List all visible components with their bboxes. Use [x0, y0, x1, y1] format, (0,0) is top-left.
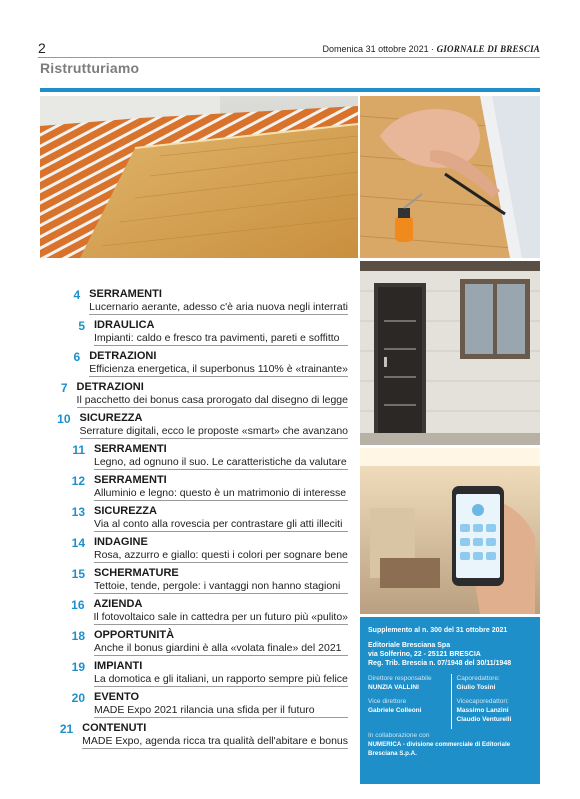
toc-page-number: 5: [78, 319, 85, 333]
vice-director-name: Gabriele Colleoni: [368, 707, 422, 714]
toc-page-number: 20: [71, 691, 85, 705]
chief-editor-role: Caporedattore:: [456, 675, 500, 682]
smart-home-app-icon: [472, 504, 484, 516]
toc-category: OPPORTUNITÀ: [94, 629, 175, 641]
toc-description: Anche il bonus giardini è alla «volata finale» del 2021: [94, 642, 342, 654]
toc-item: [40, 532, 348, 563]
toc-page-number: 7: [60, 381, 68, 395]
toc-page-number: 14: [71, 536, 85, 550]
toc-entry: [89, 346, 348, 377]
toc-category: SICUREZZA: [79, 412, 143, 424]
toc-category: SICUREZZA: [94, 505, 157, 517]
staff-credits: [368, 674, 533, 729]
toc-description: Efficienza energetica, il superbonus 110% è «trainante»: [89, 363, 348, 375]
toc-page-number: 4: [73, 288, 81, 302]
toc-entry: [94, 687, 348, 718]
toc-entry: [94, 501, 348, 532]
section-accent-bar: [40, 88, 540, 92]
chief-editor-name: Giulio Tosini: [456, 684, 496, 691]
toc-category: IMPIANTI: [94, 660, 143, 672]
toc-category: AZIENDA: [93, 598, 143, 610]
toc-description: Il pacchetto dei bonus casa prorogato dal disegno di legge: [76, 394, 348, 406]
toc-page-number: 13: [71, 505, 85, 519]
toc-description: Il fotovoltaico sale in cattedra per un futuro più «pulito»: [93, 611, 348, 623]
toc-page-number: 21: [59, 722, 74, 736]
photo-window-installation: [360, 96, 540, 258]
toc-entry: [94, 625, 348, 656]
header-separator: ·: [431, 44, 435, 54]
toc-page-number: 19: [71, 660, 85, 674]
toc-item: [40, 315, 348, 346]
toc-item: [40, 594, 348, 625]
toc-page-number: 10: [57, 412, 71, 426]
toc-category: CONTENUTI: [82, 722, 147, 734]
toc-description: Alluminio e legno: questo è un matrimonio di interesse: [94, 487, 347, 499]
toc-category: DETRAZIONI: [89, 350, 157, 362]
toc-entry: [77, 377, 348, 408]
toc-category: EVENTO: [94, 691, 140, 703]
toc-entry: [80, 408, 348, 439]
photo-entrance-door: [360, 261, 540, 445]
toc-category: INDAGINE: [94, 536, 148, 548]
toc-description: Rosa, azzurro e giallo: questi i colori per sognare bene: [94, 549, 348, 561]
toc-entry: [94, 563, 348, 594]
toc-item: [40, 687, 348, 718]
page-number: 2: [38, 40, 46, 56]
toc-category: SERRAMENTI: [94, 474, 167, 486]
toc-description: Via al conto alla rovescia per contrastare gli atti illeciti: [94, 518, 343, 530]
toc-item: [40, 563, 348, 594]
issue-date: Domenica 31 ottobre 2021: [322, 44, 429, 54]
vice-director-role: Vice direttore: [368, 698, 407, 705]
toc-description: Impianti: caldo e fresco tra pavimenti, pareti e soffitto: [94, 332, 340, 344]
publisher-address: via Solferino, 22 - 25121 BRESCIA: [368, 651, 481, 658]
newspaper-name: GIORNALE DI BRESCIA: [436, 44, 540, 54]
director-role: Direttore responsabile: [368, 675, 432, 682]
collaboration-label: In collaborazione con: [368, 732, 430, 739]
toc-description: Tettoie, tende, pergole: i vantaggi non hanno stagioni: [94, 580, 341, 592]
vice-chief-editor-2: Claudio Venturelli: [456, 716, 512, 723]
toc-entry: [94, 594, 349, 625]
toc-item: [40, 346, 348, 377]
registration-note: Reg. Trib. Brescia n. 07/1948 del 30/11/1948: [368, 660, 512, 667]
toc-description: Serrature digitali, ecco le proposte «smart» che avanzano: [79, 425, 348, 437]
publisher-name: Editoriale Bresciana Spa: [368, 642, 451, 649]
table-of-contents: [40, 284, 348, 749]
vice-chief-editor-1: Massimo Lanzini: [456, 707, 509, 714]
photo-underfloor-heating: [40, 96, 358, 258]
toc-item: [40, 284, 348, 315]
colophon-box: [360, 617, 540, 784]
toc-entry: [94, 470, 348, 501]
toc-category: DETRAZIONI: [76, 381, 144, 393]
director-name: NUNZIA VALLINI: [368, 684, 419, 691]
toc-item: [40, 439, 348, 470]
toc-item: [40, 501, 348, 532]
toc-category: SERRAMENTI: [89, 288, 162, 300]
toc-entry: [94, 439, 348, 470]
toc-item: [40, 377, 348, 408]
toc-description: Legno, ad ognuno il suo. Le caratteristiche da valutare: [94, 456, 347, 468]
photo-smart-home-phone: [360, 448, 540, 614]
toc-category: SCHERMATURE: [94, 567, 179, 579]
toc-item: [40, 718, 348, 749]
toc-page-number: 15: [71, 567, 85, 581]
toc-item: [40, 408, 348, 439]
toc-description: La domotica e gli italiani, un rapporto sempre più felice: [94, 673, 348, 685]
section-title: Ristrutturiamo: [40, 60, 140, 76]
toc-category: IDRAULICA: [94, 319, 155, 331]
toc-entry: [82, 718, 348, 749]
toc-entry: [94, 532, 348, 563]
toc-description: MADE Expo 2021 rilancia una sfida per il futuro: [94, 704, 315, 716]
toc-entry: [94, 656, 348, 687]
toc-entry: [94, 315, 348, 346]
toc-item: [40, 656, 348, 687]
collaboration-partner: NUMERICA - divisione commerciale di Editoriale Bresciana S.p.A.: [368, 741, 511, 757]
toc-page-number: 18: [71, 629, 85, 643]
toc-item: [40, 470, 348, 501]
toc-description: Lucernario aerante, adesso c'è aria nuova negli interrati: [89, 301, 348, 313]
toc-entry: [89, 284, 348, 315]
page-header-info: [323, 44, 540, 54]
toc-category: SERRAMENTI: [94, 443, 167, 455]
toc-item: [40, 625, 348, 656]
toc-page-number: 12: [71, 474, 85, 488]
toc-page-number: 6: [73, 350, 81, 364]
toc-page-number: 11: [72, 443, 85, 457]
toc-description: MADE Expo, agenda ricca tra qualità dell'abitare e bonus: [82, 735, 348, 747]
vice-chief-editors-role: Vicecaporedattori:: [456, 698, 509, 705]
toc-page-number: 16: [71, 598, 85, 612]
header-rule: [38, 57, 540, 58]
supplement-note: Supplemento al n. 300 del 31 ottobre 2021: [368, 627, 508, 634]
